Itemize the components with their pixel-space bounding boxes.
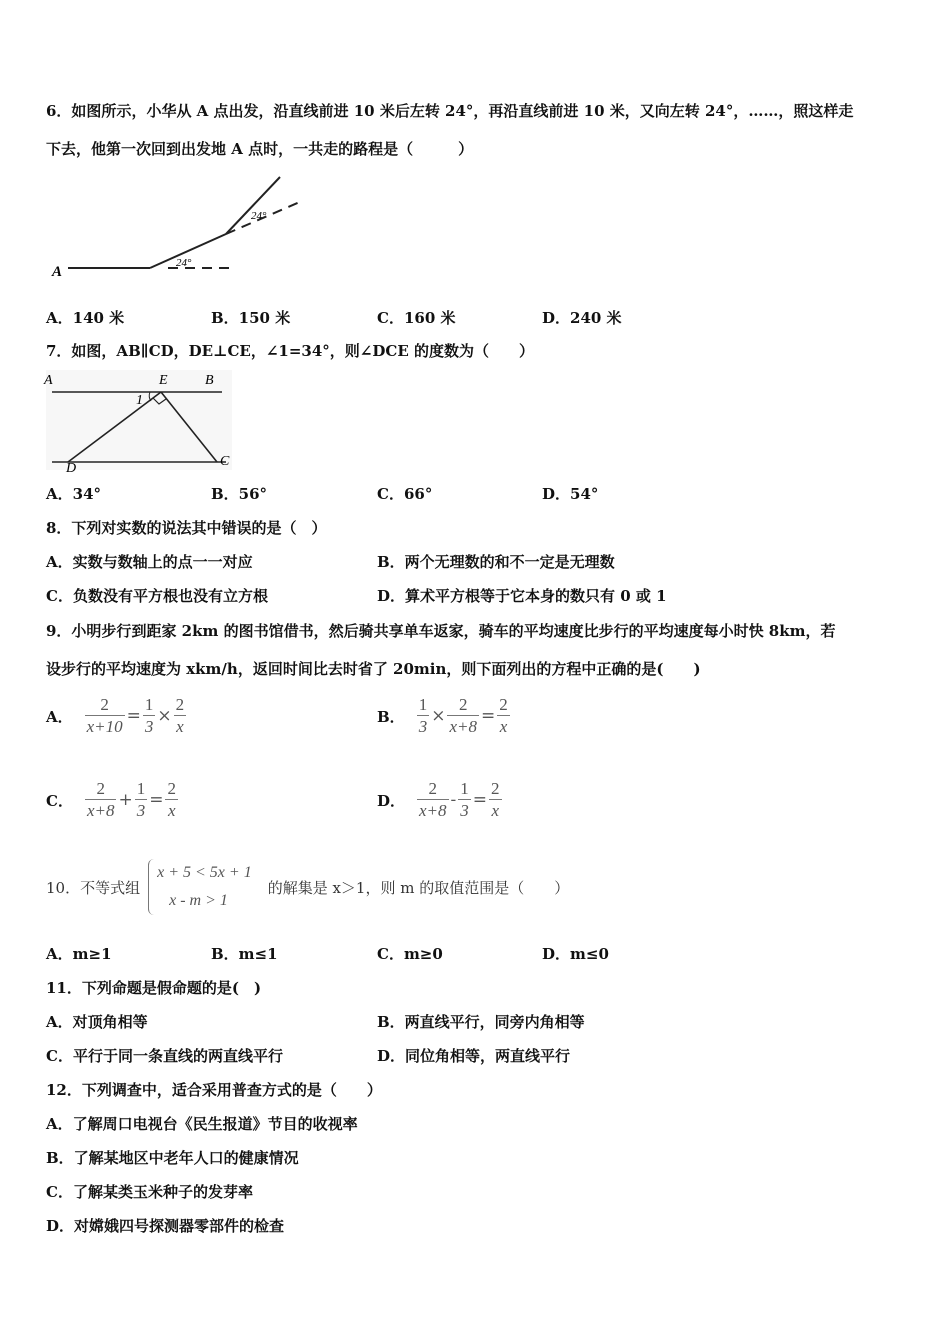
q12-stem: 12．下列调查中，适合采用普查方式的是（ ） — [46, 1081, 382, 1099]
q9-d-eq: = — [472, 790, 488, 810]
q8-option-d[interactable]: D．算术平方根等于它本身的数只有 0 或 1 — [377, 587, 667, 605]
q8-stem: 8．下列对实数的说法其中错误的是（ ） — [46, 519, 327, 537]
q9-c-frac1: $\frac{2}{x+8}$ — [86, 778, 115, 820]
q7-angle-1: 1 — [136, 393, 143, 408]
q9-c-eq: = — [149, 790, 164, 810]
q11-option-b[interactable]: B．两直线平行，同旁内角相等 — [377, 1013, 585, 1031]
q10-suffix: 的解集是 x＞1，则 m 的取值范围是（ ） — [267, 878, 570, 897]
q10-inequality-1: x + 5 < 5x + 1 — [157, 864, 252, 881]
q6-stem — [46, 92, 901, 168]
q10-option-a[interactable]: A．m≥1 — [46, 945, 112, 963]
q9-a-frac2: $\frac{1}{3}$ — [144, 694, 154, 736]
q9-d-op: - — [450, 790, 457, 810]
q6-angle-1: 24° — [176, 257, 192, 269]
q12-option-d[interactable]: D．对嫦娥四号探测器零部件的检查 — [46, 1217, 285, 1235]
q9-option-c-label: C． — [46, 791, 73, 810]
q8-options-row2 — [46, 583, 906, 609]
q9-a-eq: = — [126, 706, 141, 726]
q9-c-frac3: $\frac{2}{x}$ — [167, 778, 176, 820]
q9-d-frac2: $\frac{1}{3}$ — [460, 778, 469, 820]
q9-option-a[interactable] — [46, 688, 186, 744]
q9-option-b[interactable] — [377, 688, 510, 744]
q9-a-op: × — [157, 706, 172, 726]
q7-point-c: C — [220, 454, 230, 469]
q11-stem: 11．下列命题是假命题的是( ) — [46, 979, 262, 997]
q11-options-row1 — [46, 1009, 906, 1035]
q8-options-row1 — [46, 549, 906, 575]
q9-b-frac3: $\frac{2}{x}$ — [499, 694, 508, 736]
q7-point-e: E — [159, 373, 168, 388]
q7-option-a[interactable]: A．34° — [46, 485, 102, 503]
q10-stem — [46, 855, 569, 919]
q10-options — [46, 941, 906, 967]
q8-option-a[interactable]: A．实数与数轴上的点一一对应 — [46, 553, 253, 571]
q9-c-frac2: $\frac{1}{3}$ — [136, 778, 146, 820]
q12-option-b[interactable]: B．了解某地区中老年人口的健康情况 — [46, 1149, 299, 1167]
q9-c-op: + — [118, 790, 133, 810]
q7-option-b[interactable]: B．56° — [211, 485, 268, 503]
q10-system — [148, 859, 252, 915]
q6-option-b[interactable]: B．150 米 — [211, 309, 291, 327]
q6-point-a: A — [52, 264, 63, 280]
q9-d-frac1: $\frac{2}{x+8}$ — [419, 778, 447, 820]
q6-option-d[interactable]: D．240 米 — [542, 309, 622, 327]
q8-option-b[interactable]: B．两个无理数的和不一定是无理数 — [377, 553, 615, 571]
q6-line2: 下去，他第一次回到出发地 A 点时，一共走的路程是（ ） — [46, 140, 474, 158]
q11-option-c[interactable]: C．平行于同一条直线的两直线平行 — [46, 1047, 283, 1065]
q11-option-d[interactable]: D．同位角相等，两直线平行 — [377, 1047, 571, 1065]
q6-line1: 6．如图所示，小华从 A 点出发，沿直线前进 10 米后左转 24°，再沿直线前进 10 米，又向左转 24°，……，照这样走 — [46, 102, 854, 120]
q12-option-c[interactable]: C．了解某类玉米种子的发芽率 — [46, 1183, 253, 1201]
q9-d-frac3: $\frac{2}{x}$ — [491, 778, 500, 820]
q9-a-frac1: $\frac{2}{x+10}$ — [86, 694, 123, 736]
q11-options-row2 — [46, 1043, 906, 1069]
q9-line1: 9．小明步行到距家 2km 的图书馆借书，然后骑共享单车返家，骑车的平均速度比步行的平均速度每小时快 8km，若 — [46, 622, 836, 640]
q9-line2: 设步行的平均速度为 xkm/h，返回时间比去时省了 20min，则下面列出的方程中正确的是( ) — [46, 660, 701, 678]
q11-option-a[interactable]: A．对顶角相等 — [46, 1013, 148, 1031]
q7-stem: 7．如图，AB∥CD，DE⊥CE，∠1=34°，则∠DCE 的度数为（ ） — [46, 342, 534, 360]
q9-b-op: × — [431, 706, 446, 726]
q7-point-b: B — [205, 373, 214, 388]
q6-angle-2: 24° — [251, 210, 267, 222]
q7-option-c[interactable]: C．66° — [377, 485, 433, 503]
q6-option-c[interactable]: C．160 米 — [377, 309, 456, 327]
q7-options — [46, 481, 906, 507]
q6-options — [46, 305, 906, 331]
q6-option-a[interactable]: A．140 米 — [46, 309, 125, 327]
q7-option-d[interactable]: D．54° — [542, 485, 599, 503]
q9-option-a-label: A． — [46, 707, 73, 726]
q9-b-frac2: $\frac{2}{x+8}$ — [449, 694, 477, 736]
q10-option-b[interactable]: B．m≤1 — [211, 945, 278, 963]
q10-option-d[interactable]: D．m≤0 — [542, 945, 609, 963]
q9-stem — [46, 612, 901, 688]
q9-b-frac1: $\frac{1}{3}$ — [418, 694, 428, 736]
q9-b-eq: = — [480, 706, 496, 726]
q9-option-d[interactable] — [377, 772, 502, 828]
q7-figure — [40, 366, 240, 474]
q9-option-c[interactable] — [46, 772, 178, 828]
q12-option-a[interactable]: A．了解周口电视台《民生报道》节目的收视率 — [46, 1115, 358, 1133]
q9-options-row2 — [46, 772, 906, 828]
q7-point-d: D — [66, 461, 77, 474]
q9-option-b-label: B． — [377, 707, 405, 726]
q10-prefix: 10．不等式组 — [46, 878, 141, 897]
q6-figure — [46, 170, 316, 285]
q7-point-a: A — [44, 373, 53, 388]
q9-a-frac3: $\frac{2}{x}$ — [175, 694, 185, 736]
q10-inequality-2: x - m > 1 — [169, 892, 228, 909]
q10-option-c[interactable]: C．m≥0 — [377, 945, 443, 963]
q9-option-d-label: D． — [377, 791, 406, 810]
q9-options-row1 — [46, 688, 906, 744]
q8-option-c[interactable]: C．负数没有平方根也没有立方根 — [46, 587, 268, 605]
